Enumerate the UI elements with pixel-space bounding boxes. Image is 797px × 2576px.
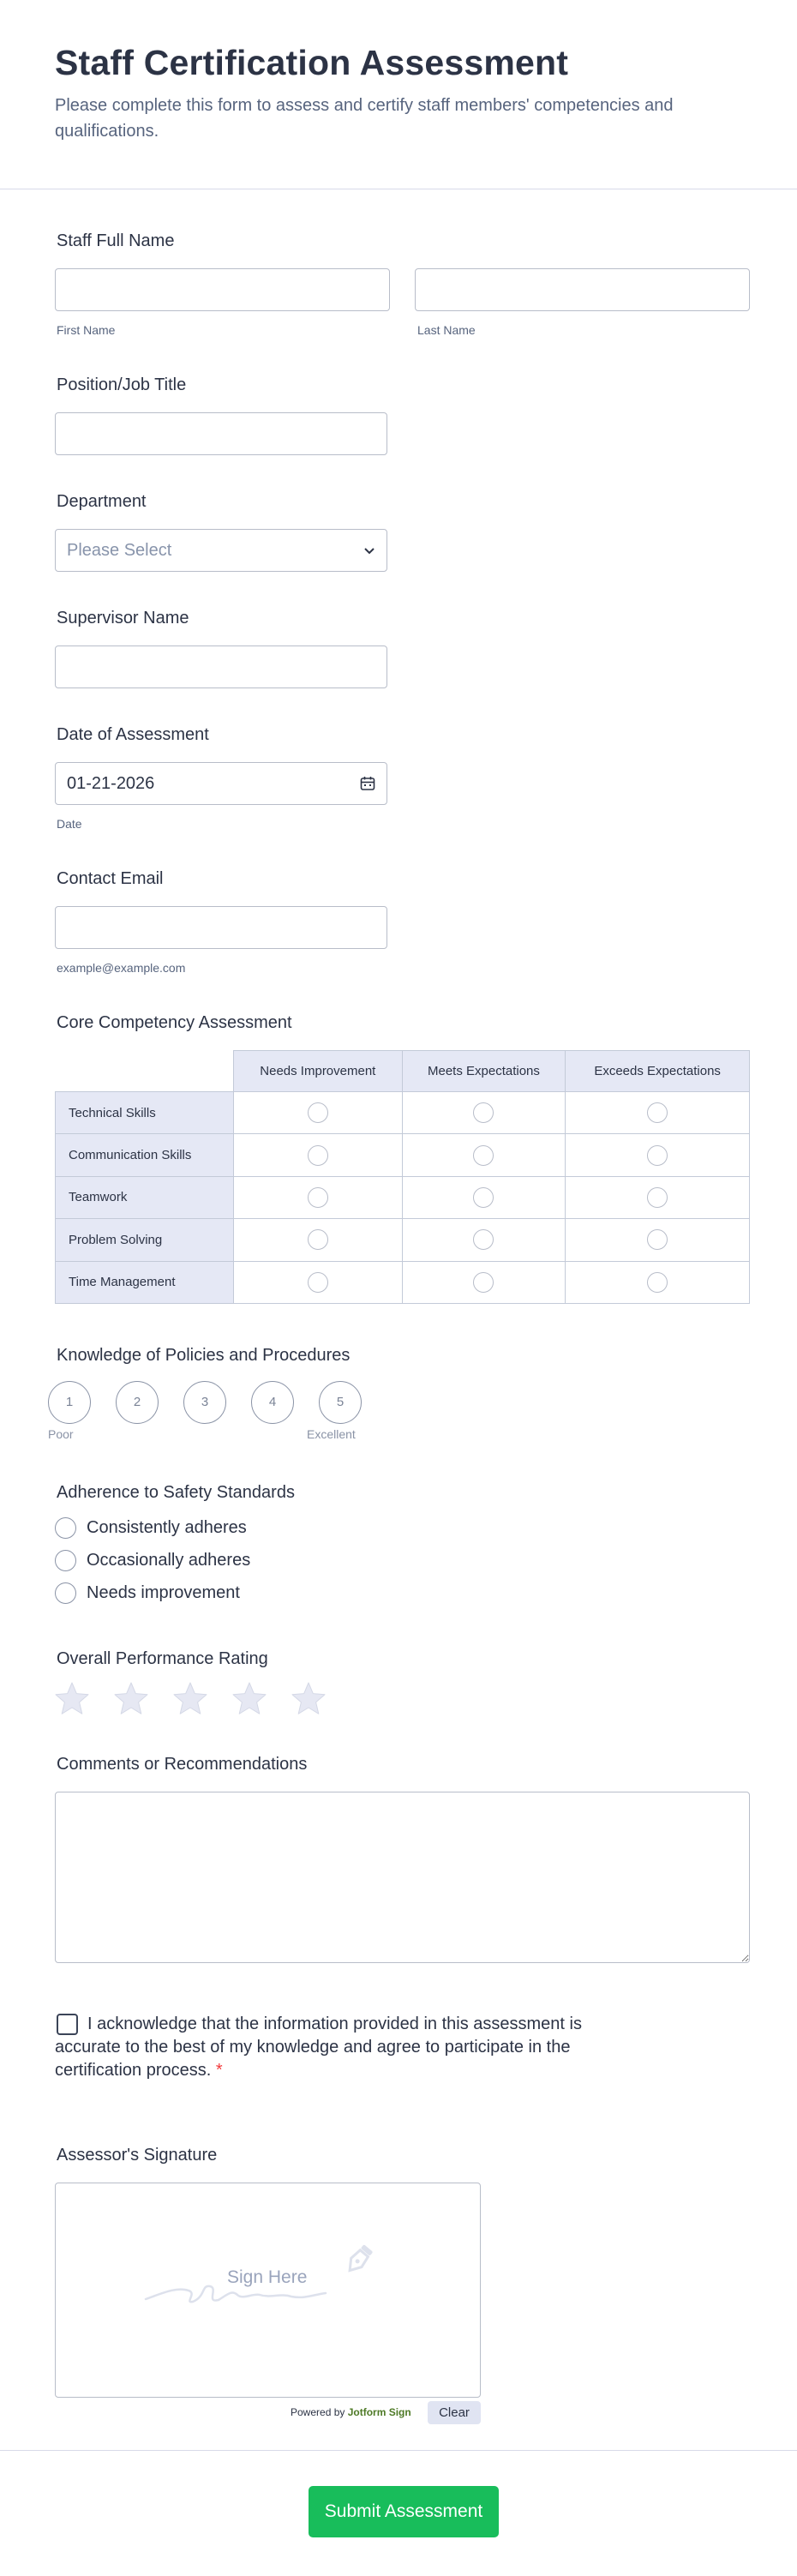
star-icon[interactable]	[290, 1680, 327, 1718]
matrix-row	[56, 1261, 750, 1303]
comments-label: Comments or Recommendations	[57, 1755, 308, 1774]
department-placeholder: Please Select	[67, 541, 172, 560]
radio-button[interactable]	[55, 1550, 76, 1571]
matrix-row-label: Communication Skills	[56, 1134, 234, 1176]
safety-option[interactable]	[55, 1550, 250, 1574]
first-name-sublabel: First Name	[57, 323, 116, 337]
signature-scribble-icon	[56, 2183, 482, 2399]
date-value: 01-21-2026	[67, 774, 155, 793]
star-icon[interactable]	[53, 1680, 91, 1718]
submit-button[interactable]: Submit Assessment	[309, 2486, 499, 2537]
signature-label: Assessor's Signature	[57, 2146, 218, 2165]
matrix-radio[interactable]	[473, 1272, 494, 1293]
email-label: Contact Email	[57, 869, 164, 888]
first-name-input[interactable]	[55, 268, 390, 311]
matrix-radio[interactable]	[473, 1145, 494, 1166]
matrix-row-label: Problem Solving	[56, 1219, 234, 1261]
chevron-down-icon	[363, 543, 376, 557]
scale-option-5[interactable]: 5	[319, 1381, 362, 1424]
safety-option-label: Consistently adheres	[87, 1518, 247, 1537]
acknowledge-label: I acknowledge that the information provided in this assessment is accurate to the best of my knowledge and agree to participate in the certification process.	[55, 2015, 582, 2080]
matrix-row-label: Teamwork	[56, 1176, 234, 1218]
form-subtitle: Please complete this form to assess and certify staff members' competencies and qualifications.	[55, 96, 674, 141]
position-label: Position/Job Title	[57, 375, 187, 394]
powered-by	[291, 2406, 411, 2418]
matrix-radio[interactable]	[308, 1102, 328, 1123]
matrix-radio[interactable]	[647, 1145, 668, 1166]
safety-option-label: Needs improvement	[87, 1583, 240, 1602]
matrix-col-header: Needs Improvement	[234, 1051, 403, 1092]
matrix-radio[interactable]	[308, 1145, 328, 1166]
matrix-radio[interactable]	[473, 1229, 494, 1250]
position-input[interactable]	[55, 412, 387, 455]
matrix-radio[interactable]	[647, 1187, 668, 1208]
scale-high-label: Excellent	[307, 1427, 356, 1441]
required-mark: *	[215, 2061, 223, 2080]
last-name-sublabel: Last Name	[417, 323, 476, 337]
matrix-radio[interactable]	[647, 1272, 668, 1293]
star-icon[interactable]	[171, 1680, 209, 1718]
signature-placeholder: Sign Here	[227, 2267, 308, 2287]
comments-textarea[interactable]	[55, 1792, 750, 1963]
radio-button[interactable]	[55, 1582, 76, 1604]
email-input[interactable]	[55, 906, 387, 949]
safety-option[interactable]	[55, 1582, 240, 1606]
matrix-radio[interactable]	[308, 1229, 328, 1250]
form-title: Staff Certification Assessment	[55, 43, 569, 82]
department-select[interactable]	[55, 529, 387, 572]
radio-button[interactable]	[55, 1517, 76, 1539]
matrix-col-header: Exceeds Expectations	[566, 1051, 750, 1092]
supervisor-label: Supervisor Name	[57, 609, 189, 627]
matrix-row-label: Technical Skills	[56, 1092, 234, 1134]
matrix-radio[interactable]	[308, 1187, 328, 1208]
calendar-icon[interactable]	[359, 775, 376, 792]
footer-divider	[0, 2450, 797, 2451]
competency-matrix	[55, 1050, 750, 1304]
matrix-radio[interactable]	[473, 1187, 494, 1208]
scale-option-1[interactable]: 1	[48, 1381, 91, 1424]
matrix-radio[interactable]	[308, 1272, 328, 1293]
matrix-label: Core Competency Assessment	[57, 1013, 292, 1032]
signature-pad[interactable]	[55, 2183, 481, 2398]
scale-low-label: Poor	[48, 1427, 74, 1441]
last-name-input[interactable]	[415, 268, 750, 311]
date-sublabel: Date	[57, 817, 82, 831]
safety-option-label: Occasionally adheres	[87, 1551, 251, 1570]
matrix-corner	[56, 1051, 234, 1092]
matrix-row	[56, 1176, 750, 1218]
department-label: Department	[57, 492, 147, 511]
powered-prefix: Powered by	[291, 2406, 345, 2418]
clear-signature-button[interactable]: Clear	[428, 2401, 481, 2424]
matrix-radio[interactable]	[647, 1229, 668, 1250]
star-icon[interactable]	[112, 1680, 150, 1718]
matrix-row-label: Time Management	[56, 1261, 234, 1303]
scale-option-3[interactable]: 3	[183, 1381, 226, 1424]
full-name-label: Staff Full Name	[57, 231, 175, 250]
scale-option-4[interactable]: 4	[251, 1381, 294, 1424]
star-icon[interactable]	[231, 1680, 268, 1718]
safety-option[interactable]	[55, 1517, 247, 1541]
matrix-radio[interactable]	[647, 1102, 668, 1123]
supervisor-input[interactable]	[55, 646, 387, 688]
acknowledge-text	[55, 2013, 646, 2082]
date-label: Date of Assessment	[57, 725, 209, 744]
rating-label: Overall Performance Rating	[57, 1649, 268, 1668]
matrix-col-header: Meets Expectations	[402, 1051, 566, 1092]
matrix-row	[56, 1219, 750, 1261]
matrix-row	[56, 1134, 750, 1176]
date-input[interactable]	[55, 762, 387, 805]
email-sublabel: example@example.com	[57, 961, 186, 975]
safety-label: Adherence to Safety Standards	[57, 1483, 295, 1502]
powered-brand: Jotform Sign	[347, 2406, 411, 2418]
matrix-row	[56, 1092, 750, 1134]
matrix-radio[interactable]	[473, 1102, 494, 1123]
scale-label: Knowledge of Policies and Procedures	[57, 1346, 351, 1365]
scale-option-2[interactable]: 2	[116, 1381, 159, 1424]
